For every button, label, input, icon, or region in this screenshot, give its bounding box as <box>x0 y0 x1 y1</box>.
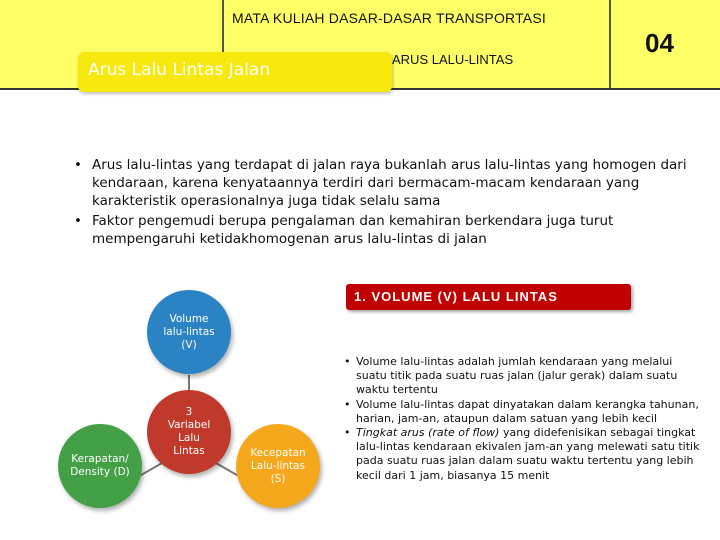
header-divider-right <box>609 0 611 88</box>
density-circle-label: Kerapatan/ Density (D) <box>70 453 130 478</box>
volume-desc-item <box>344 355 704 398</box>
volume-description <box>344 355 704 483</box>
volume-section-title <box>346 284 631 310</box>
bullet-dot: • <box>74 157 82 173</box>
bullet-text: Arus lalu-lintas yang terdapat di jalan raya bukanlah arus lalu-lintas yang homogen dari kendaraan, karena kenyataannya terdiri dari bermacam-macam kendaraan yang karakteristik operasionalnya juga tidak selalu sama <box>92 157 687 209</box>
volume-desc-text: yang didefenisikan sebagai tingkat lalu-lintas kendaraan ekivalen jam-an yang melewati satu titik pada suatu ruas jalan dalam suatu waktu tertentu yang lebih kecil dari 1 jam, biasanya 15 menit <box>356 426 700 482</box>
volume-circle-label: Volume lalu-lintas (V) <box>163 312 215 351</box>
bullet-dot: • <box>344 397 351 411</box>
section-label: Arus Lalu Lintas Jalan <box>88 60 271 80</box>
volume-desc-text: Volume lalu-lintas dapat dinyatakan dalam kerangka tahunan, harian, jam-an, ataupun dalam satuan yang lebih kecil <box>356 397 699 425</box>
intro-bullets <box>72 156 692 250</box>
volume-section-title-text: 1. VOLUME (V) LALU LINTAS <box>354 289 558 304</box>
bullet-dot: • <box>344 355 351 368</box>
bullet-item <box>72 212 692 248</box>
bullet-dot: • <box>74 213 82 229</box>
bullet-item <box>72 156 692 210</box>
sub-title: ARUS LALU-LINTAS <box>392 52 514 67</box>
volume-desc-item <box>344 426 704 483</box>
rate-of-flow-term: Tingkat arus (rate of flow) <box>356 426 500 440</box>
volume-circle <box>147 290 231 374</box>
section-badge <box>78 52 392 92</box>
density-circle <box>58 424 142 508</box>
volume-desc-item <box>344 398 704 426</box>
volume-desc-text: Volume lalu-lintas adalah jumlah kendaraan yang melalui suatu titik pada suatu ruas jalan (jalur gerak) dalam suatu waktu tertentu <box>356 355 678 397</box>
course-title: MATA KULIAH DASAR-DASAR TRANSPORTASI <box>232 10 546 26</box>
bullet-text: Faktor pengemudi berupa pengalaman dan kemahiran berkendara juga turut mempengaruhi ketidakhomogenan arus lalu-lintas di jalan <box>92 213 614 247</box>
speed-circle-label: Kecepatan Lalu-lintas (S) <box>250 446 306 485</box>
center-circle-label: 3 Variabel Lalu Lintas <box>167 406 211 457</box>
traffic-variables-diagram <box>50 290 340 540</box>
speed-circle <box>236 424 320 508</box>
slide-number: 04 <box>645 28 674 58</box>
bullet-dot: • <box>344 426 351 440</box>
center-circle <box>147 390 231 474</box>
